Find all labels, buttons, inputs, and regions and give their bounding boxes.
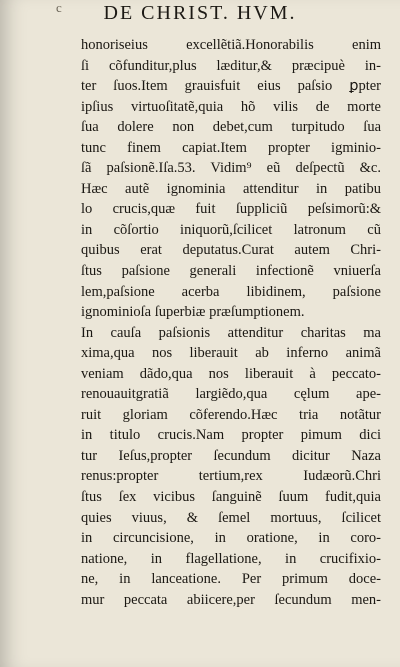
text-line: In cauſa paſsionis attenditur charitas ma bbox=[81, 324, 381, 341]
text-line: ter ſuos.Item grauisfuit eius paſsio ꝑpter bbox=[81, 78, 381, 95]
text-line: quies viuus, & ſemel mortuus, ſcilicet bbox=[81, 509, 381, 526]
text-line: ſtus paſsione generali infectionẽ vniuerſa bbox=[81, 263, 381, 280]
text-line: in cõſortio iniquorũ,ſcilicet latronum cũ bbox=[81, 221, 381, 238]
text-line: in titulo crucis.Nam propter pimum dici bbox=[81, 427, 381, 444]
text-line: ruit gloriam cõferendo.Hæc tria notãtur bbox=[81, 406, 381, 423]
text-line: lo crucis,quæ fuit ſuppliciũ peſsimorũ:& bbox=[81, 201, 381, 218]
text-line: honoriseius excellẽtiã.Honorabilis enim bbox=[81, 37, 381, 53]
text-line: ipſius virtuoſitatẽ,quia hõ vilis de morte bbox=[81, 98, 381, 115]
text-line: in circuncisione, in oratione, in coro- bbox=[81, 530, 381, 547]
text-line: veniam dãdo,qua nos liberauit à peccato- bbox=[81, 365, 381, 382]
running-head: DE CHRIST. HVM. bbox=[103, 2, 297, 24]
text-line: ignominioſa ſuperbiæ præſumptionem. bbox=[81, 304, 305, 321]
text-line: ne, in lanceatione. Per primum doce- bbox=[81, 571, 381, 588]
text-line: renus:propter tertium,rex Iudæorũ.Chri bbox=[81, 468, 381, 485]
text-line: mur peccata abiicere,per ſecundum men- bbox=[81, 591, 381, 608]
body-text bbox=[81, 35, 381, 610]
text-line: ſi cõfunditur,plus læditur,& præcipuè in- bbox=[81, 57, 381, 74]
corner-mark: c bbox=[56, 0, 62, 15]
text-line: natione, in flagellatione, in crucifixio- bbox=[81, 550, 381, 567]
text-line: renouauitgratiã largiẽdo,qua cęlum ape- bbox=[81, 386, 381, 403]
text-line: ſã paſsionẽ.Iſa.53. Vidim⁹ eũ deſpectũ &c. bbox=[81, 160, 381, 177]
text-line: ſtus ſex vicibus ſanguinẽ ſuum fudit,quia bbox=[81, 489, 381, 506]
text-line: quibus erat deputatus.Curat autem Chri- bbox=[81, 242, 381, 259]
text-line: xima,qua nos liberauit ab inferno animã bbox=[81, 345, 381, 362]
text-line: lem,paſsione acerba libidinem, paſsione bbox=[81, 283, 381, 300]
text-line: ſua dolere non debet,cum turpitudo ſua bbox=[81, 119, 381, 136]
text-line: tur Ieſus,propter ſecundum dicitur Naza bbox=[81, 447, 381, 464]
text-line: Hæc autẽ ignominia attenditur in patibu bbox=[81, 180, 381, 197]
text-line: tunc finem capiat.Item propter igminio- bbox=[81, 139, 381, 156]
